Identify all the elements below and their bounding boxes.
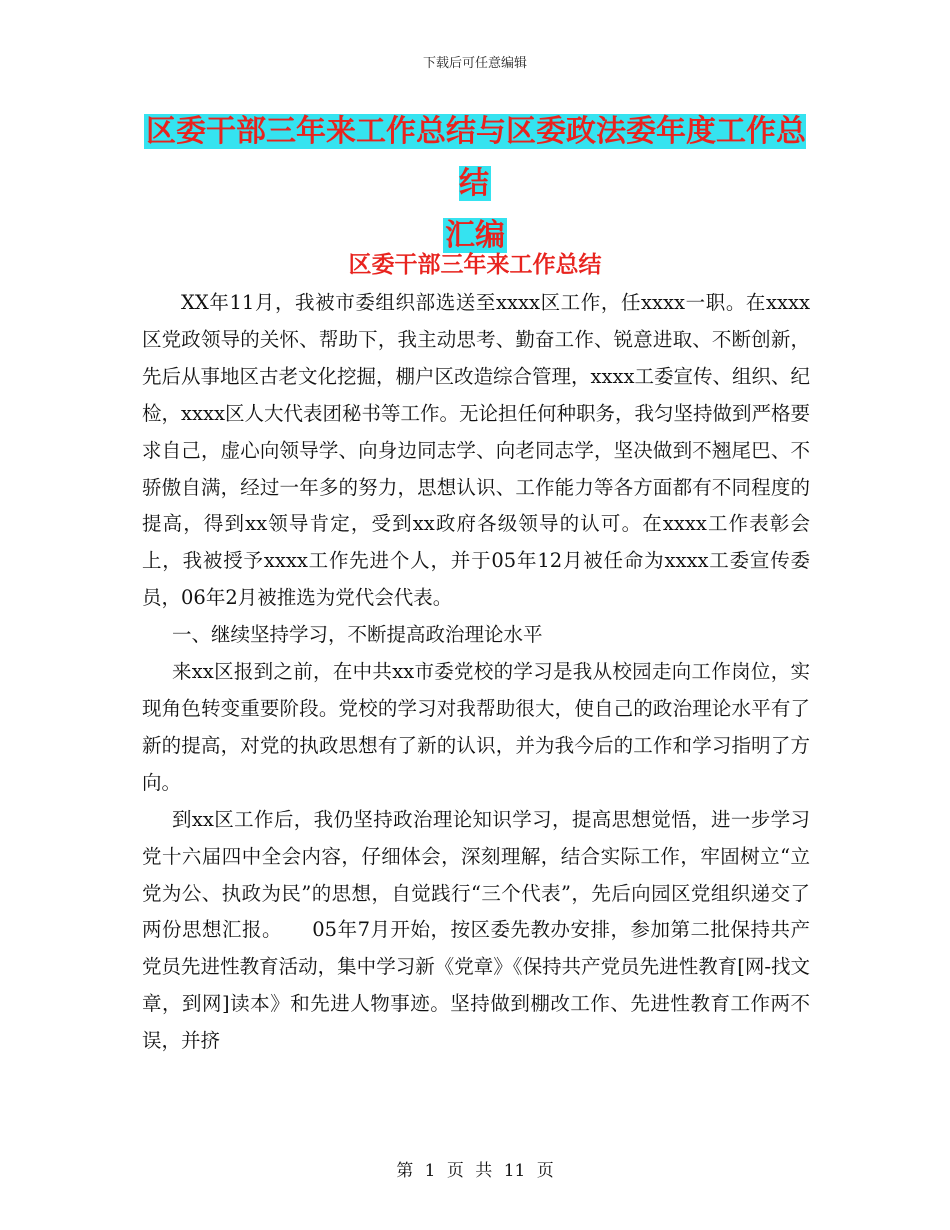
paragraph-party-school: 来xx区报到之前，在中共xx市委党校的学习是我从校园走向工作岗位，实现角色转变重要阶段。党校的学习对我帮助很大，使自己的政治理论水平有了新的提高，对党的执政思想有了新的认识，并为我今后的工作和学习指明了方向。: [142, 660, 810, 794]
document-title-line2: 汇编: [445, 218, 505, 253]
page-header-note: 下载后可任意编辑: [422, 56, 527, 71]
page-number: 第 1 页 共 11 页: [396, 1161, 554, 1181]
document-body: [142, 285, 810, 1060]
paragraph-heading-one: 一、继续坚持学习，不断提高政治理论水平: [172, 623, 543, 647]
paragraph-study: 到xx区工作后，我仍坚持政治理论知识学习，提高思想觉悟，进一步学习党十六届四中全会内容，仔细体会，深刻理解，结合实际工作，牢固树立“立党为公、执政为民”的思想，自觉践行“三个代表”，先后向园区党组织递交了两份思想汇报。 05年7月开始，按区委先教办安排，参加第二批保持共产党员先进性教育活动，集中学习新《党章》《保持共产党员先进性教育[网-找文章，到网]读本》和先进人物事迹。坚持做到棚改工作、先进性教育工作两不误，并挤: [142, 807, 810, 1053]
document-title: [140, 106, 810, 262]
section-title: 区委干部三年来工作总结: [348, 252, 602, 278]
document-title-line1: 区委干部三年来工作总结与区委政法委年度工作总结: [146, 114, 806, 201]
paragraph-intro: XX年11月，我被市委组织部选送至xxxx区工作，任xxxx一职。在xxxx区党政领导的关怀、帮助下，我主动思考、勤奋工作、锐意进取、不断创新，先后从事地区古老文化挖掘，棚户区改造综合管理，xxxx工委宣传、组织、纪检，xxxx区人大代表团秘书等工作。无论担任何种职务，我匀坚持做到严格要求自己，虚心向领导学、向身边同志学、向老同志学，坚决做到不翘尾巴、不骄傲自满，经过一年多的努力，思想认识、工作能力等各方面都有不同程度的提高，得到xx领导肯定，受到xx政府各级领导的认可。在xxxx工作表彰会上，我被授予xxxx工作先进个人，并于05年12月被任命为xxxx工委宣传委员，06年2月被推选为党代会代表。: [142, 291, 810, 610]
